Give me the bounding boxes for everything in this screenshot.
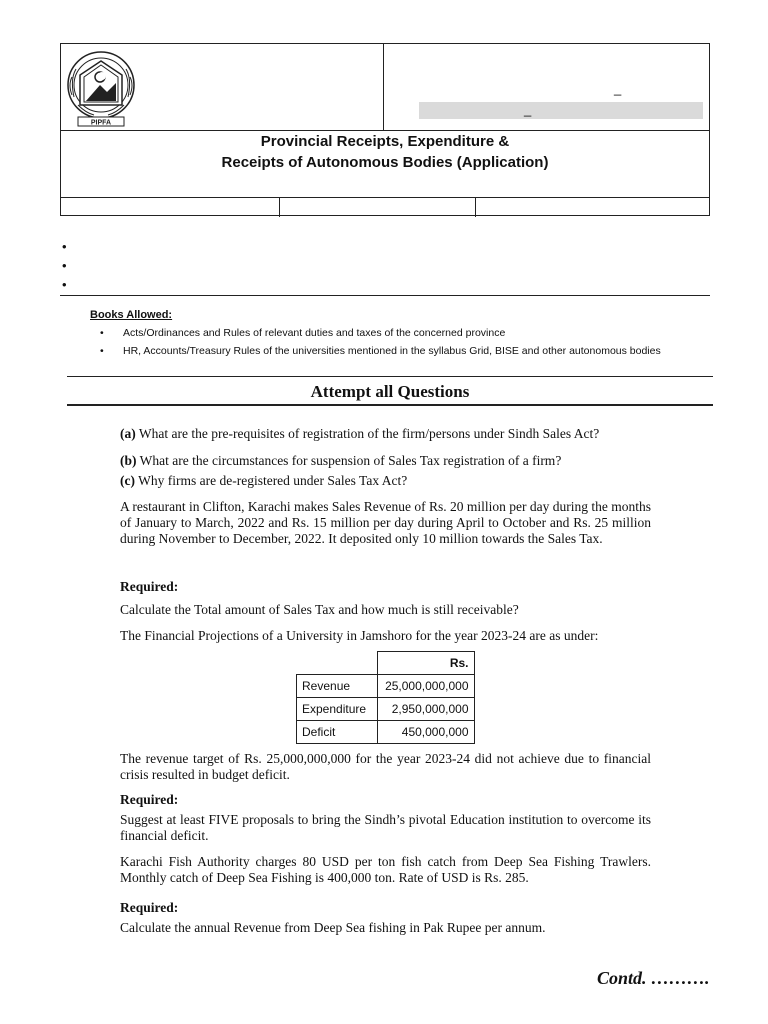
question-1a: (a) What are the pre-requisites of registration of the firm/persons under Sindh Sales Act?	[120, 426, 600, 441]
exam-header-box	[60, 43, 710, 216]
header-gray-bar	[419, 102, 703, 119]
divider-2	[67, 376, 713, 377]
attempt-heading: Attempt all Questions	[310, 382, 470, 401]
question-3-text: The revenue target of Rs. 25,000,000,000 for the year 2023-24 did not achieve due to financial crisis resulted in budget deficit.	[120, 751, 651, 782]
table-header-cell: Rs.	[377, 652, 474, 675]
table-cell-value: 450,000,000	[377, 721, 474, 744]
table-cell-value: 25,000,000,000	[377, 675, 474, 698]
question-2-required-text: Calculate the Total amount of Sales Tax and how much is still receivable?	[120, 602, 519, 617]
question-4-required-label: Required:	[120, 900, 179, 915]
divider-3	[67, 404, 713, 406]
paper-title-line1: Provincial Receipts, Expenditure &	[260, 133, 510, 150]
question-2-required-label: Required:	[120, 579, 179, 594]
question-3-required-text: Suggest at least FIVE proposals to bring the Sindh’s pivotal Education institution to overcome its financial deficit.	[120, 812, 651, 843]
books-allowed-heading: Books Allowed:	[90, 309, 173, 321]
books-allowed-item: • HR, Accounts/Treasury Rules of the universities mentioned in the syllabus Grid, BISE and other autonomous bodies	[100, 342, 661, 360]
financial-projections-table	[296, 651, 475, 744]
continued-footer: Contd. ……….	[597, 968, 710, 988]
paper-title-line2: Receipts of Autonomous Bodies (Application)	[221, 154, 549, 171]
instruction-bullets	[62, 237, 67, 294]
books-allowed-list	[100, 324, 661, 360]
table-header-row	[297, 652, 475, 675]
question-4-required-text: Calculate the annual Revenue from Deep Sea fishing in Pak Rupee per annum.	[120, 920, 546, 935]
question-3-intro: The Financial Projections of a University in Jamshoro for the year 2023-24 are as under:	[120, 628, 599, 643]
bullet-3: •	[62, 277, 67, 292]
question-1c: (c) Why firms are de-registered under Sales Tax Act?	[120, 473, 408, 488]
table-cell-label: Deficit	[297, 721, 378, 744]
question-4-text: Karachi Fish Authority charges 80 USD per ton fish catch from Deep Sea Fishing Trawlers. Monthly catch of Deep Sea Fishing is 400,000 ton. Rate of USD is Rs. 285.	[120, 854, 651, 885]
header-dash-top: _	[614, 81, 622, 96]
table-cell-value: 2,950,000,000	[377, 698, 474, 721]
header-dash-bar: _	[524, 102, 532, 117]
table-cell-label: Revenue	[297, 675, 378, 698]
paper-title	[61, 131, 709, 173]
pipfa-logo-icon	[64, 47, 138, 129]
bullet-2: •	[62, 258, 67, 273]
table-row	[297, 698, 475, 721]
question-3-required-label: Required:	[120, 792, 179, 807]
question-2-text: A restaurant in Clifton, Karachi makes Sales Revenue of Rs. 20 million per day during the months of January to March, 2022 and Rs. 15 million per day during April to October and Rs. 25 million during November to December, 2022. It deposited only 10 million towards the Sales Tax.	[120, 499, 651, 546]
table-row	[297, 675, 475, 698]
divider-1	[60, 295, 710, 296]
books-allowed-item: • Acts/Ordinances and Rules of relevant duties and taxes of the concerned province	[100, 324, 661, 342]
table-row	[297, 721, 475, 744]
question-1b: (b) What are the circumstances for suspension of Sales Tax registration of a firm?	[120, 453, 562, 468]
bullet-1: •	[62, 239, 67, 254]
logo-text: PIPFA	[90, 119, 112, 127]
table-cell-label: Expenditure	[297, 698, 378, 721]
